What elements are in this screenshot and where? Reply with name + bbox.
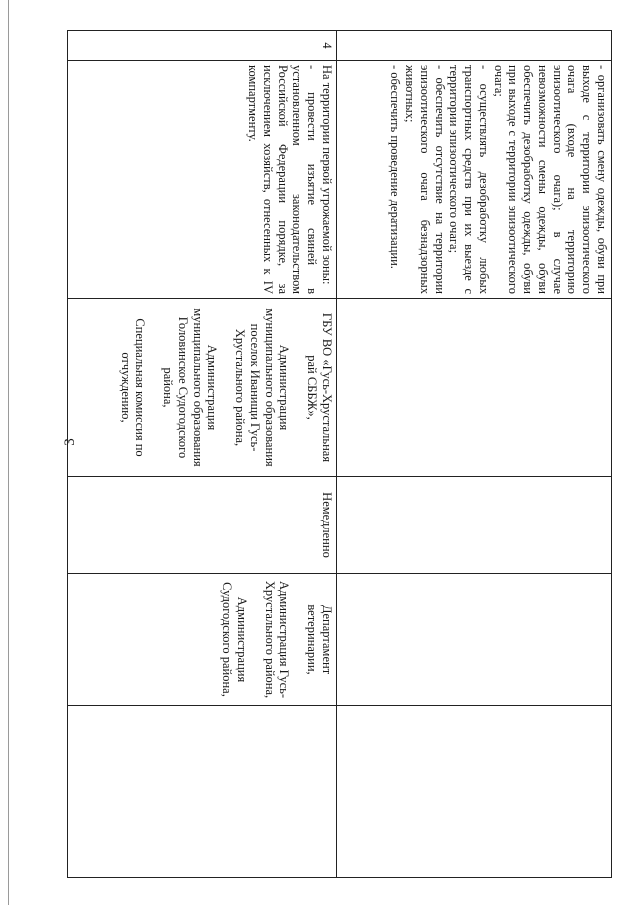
page-number: 3 bbox=[62, 438, 78, 446]
measure-item: - обеспечить проведение дератизации. bbox=[388, 65, 403, 269]
measure-item: - осуществлять дезобработку любых транспортных средств при их выезде с территории эпизоотического очага; bbox=[447, 65, 491, 294]
responsible-item: ГБУ ВО «Гусь-Хрустальная рай СББЖ», bbox=[305, 312, 334, 463]
measures-table bbox=[67, 30, 612, 878]
table-row bbox=[68, 31, 337, 878]
page-edge-line bbox=[8, 0, 9, 905]
deadline-cell bbox=[337, 477, 612, 574]
control-item: Департамент ветеринарии, bbox=[305, 604, 334, 675]
empty-cell bbox=[337, 706, 612, 878]
responsible-item: Специальная комиссия по отчуждению, bbox=[118, 318, 148, 457]
measures-cell bbox=[337, 61, 612, 299]
responsible-cell bbox=[337, 299, 612, 477]
control-item: Администрация Судогодского района, bbox=[220, 582, 249, 697]
empty-cell bbox=[68, 706, 337, 878]
measure-item: - организовать смену одежды, обуви при выходе с территории эпизоотического очага (входе на территорию эпизоотического очага); в случае невозможности смены одежды, обуви обеспечить дезобработку одежды, обуви при выходе с территории эпизоотического очага; bbox=[491, 65, 609, 294]
row-number-cell: 4 bbox=[68, 31, 337, 61]
responsible-item: Администрация муниципального образования поселок Иванищи Гусь-Хрустального района, bbox=[233, 308, 292, 467]
rotated-table-container bbox=[76, 30, 612, 877]
measure-item: - провести изъятие свиней в установленном законодательством Российской Федерации порядке, за исключением хозяйств, отнесенных к IV компартменту. bbox=[246, 65, 320, 294]
measure-item: - обеспечить отсутствие на территории эпизоотического очага безнадзорных животных; bbox=[403, 65, 447, 294]
responsible-item: Администрация муниципального образования Головинское Судогодского района, bbox=[161, 308, 220, 467]
measure-item: На территории первой угрожаемой зоны: bbox=[320, 65, 334, 285]
control-cell bbox=[337, 574, 612, 706]
control-item: Администрация Гусь-Хрустального района, bbox=[262, 580, 292, 699]
responsible-cell bbox=[68, 299, 337, 477]
control-cell bbox=[68, 574, 337, 706]
measures-cell bbox=[68, 61, 337, 299]
deadline-cell: Немедленно bbox=[68, 477, 337, 574]
row-number-cell bbox=[337, 31, 612, 61]
table-row bbox=[337, 31, 612, 878]
